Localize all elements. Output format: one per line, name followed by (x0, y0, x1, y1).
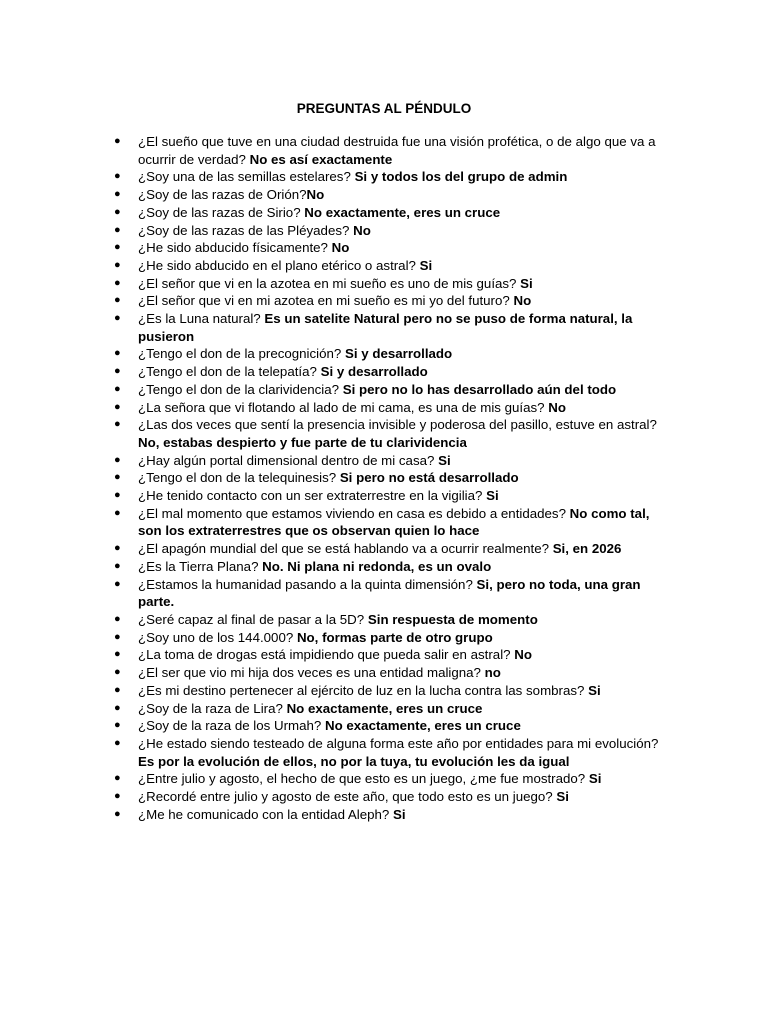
answer-text: No (513, 293, 532, 309)
question-text: ¿He tenido contacto con un ser extraterrestre en la vigilia? (138, 488, 487, 504)
question-text: ¿Tengo el don de la telequinesis? (138, 470, 340, 486)
bullet-icon: ● (114, 807, 121, 820)
bullet-icon: ● (114, 312, 121, 325)
question-text: ¿El sueño que tuve en una ciudad destruida fue una visión profética, o de algo que va a ocurrir de verdad? (138, 134, 656, 167)
bullet-icon: ● (114, 347, 121, 360)
bullet-icon: ● (114, 506, 121, 519)
bullet-icon: ● (114, 382, 121, 395)
question-text: ¿Recordé entre julio y agosto de este año, que todo esto es un juego? (138, 789, 557, 805)
answer-text: No (514, 647, 532, 663)
list-item (114, 682, 674, 700)
list-item (114, 292, 674, 310)
list-item (114, 806, 674, 824)
list-item (114, 646, 674, 664)
list-item (114, 381, 674, 399)
answer-text: No (548, 399, 566, 415)
question-text: ¿Las dos veces que sentí la presencia invisible y poderosa del pasillo, estuve en astral? (138, 417, 657, 433)
question-text: ¿Soy uno de los 144.000? (138, 629, 297, 645)
bullet-icon: ● (114, 453, 121, 466)
list-item (114, 416, 674, 451)
question-text: ¿La señora que vi flotando al lado de mi cama, es una de mis guías? (138, 399, 549, 415)
question-text: ¿Entre julio y agosto, el hecho de que esto es un juego, ¿me fue mostrado? (138, 771, 589, 787)
question-text: ¿El señor que vi en la azotea en mi sueño es uno de mis guías? (138, 275, 521, 291)
answer-text: No, formas parte de otro grupo (296, 629, 493, 645)
bullet-icon: ● (114, 276, 121, 289)
list-item (114, 770, 674, 788)
list-item (114, 204, 674, 222)
answer-text: no (484, 665, 501, 681)
question-text: ¿He sido abducido físicamente? (138, 240, 332, 256)
question-text: ¿El señor que vi en mi azotea en mi sueño es mi yo del futuro? (138, 293, 514, 309)
list-item (114, 717, 674, 735)
answer-text: Si y desarrollado (345, 346, 453, 362)
document-title: PREGUNTAS AL PÉNDULO (296, 101, 472, 116)
question-text: ¿Tengo el don de la clarividencia? (138, 381, 343, 397)
question-text: ¿Estamos la humanidad pasando a la quinta dimensión? (138, 576, 477, 592)
answer-text: No es así exactamente (249, 151, 393, 167)
bullet-icon: ● (114, 772, 121, 785)
answer-text: Si, pero no toda, una gran parte. (138, 576, 641, 610)
bullet-icon: ● (114, 701, 121, 714)
bullet-icon: ● (114, 736, 121, 749)
list-item (114, 469, 674, 487)
answer-text: Si (393, 806, 406, 822)
question-text: ¿Soy de las razas de las Pléyades? (138, 222, 354, 238)
question-text: ¿Es la Luna natural? (138, 311, 265, 327)
question-text: ¿He estado siendo testeado de alguna forma este año por entidades para mi evolución? (138, 735, 659, 751)
answer-text: Es por la evolución de ellos, no por la tuya, tu evolución les da igual (138, 753, 570, 769)
bullet-icon: ● (114, 418, 121, 431)
bullet-icon: ● (114, 577, 121, 590)
question-text: ¿Es la Tierra Plana? (138, 558, 263, 574)
answer-text: Si (520, 275, 533, 291)
list-item (114, 505, 674, 540)
answer-text: No. Ni plana ni redonda, es un ovalo (262, 558, 492, 574)
list-item (114, 399, 674, 417)
bullet-icon: ● (114, 542, 121, 555)
answer-text: No, estabas despierto y fue parte de tu clarividencia (138, 434, 467, 450)
question-text: ¿El mal momento que estamos viviendo en casa es debido a entidades? (138, 505, 570, 521)
question-text: ¿La toma de drogas está impidiendo que pueda salir en astral? (138, 647, 515, 663)
question-text: ¿Seré capaz al final de pasar a la 5D? (138, 611, 368, 627)
list-item (114, 310, 674, 345)
question-text: ¿Soy una de las semillas estelares? (138, 169, 355, 185)
question-text: ¿Es mi destino pertenecer al ejército de luz en la lucha contra las sombras? (138, 682, 589, 698)
bullet-icon: ● (114, 241, 121, 254)
question-text: ¿Tengo el don de la telepatía? (138, 364, 321, 380)
list-item (114, 611, 674, 629)
answer-text: Es un satelite Natural pero no se puso de forma natural, la pusieron (138, 311, 633, 344)
bullet-icon: ● (114, 400, 121, 413)
question-text: ¿Soy de las razas de Sirio? (138, 204, 305, 220)
answer-text: Si y todos los del grupo de admin (354, 169, 568, 185)
answer-text: Si (419, 257, 433, 273)
answer-text: No exactamente, eres un cruce (304, 204, 501, 220)
question-list (114, 133, 674, 823)
bullet-icon: ● (114, 648, 121, 661)
bullet-icon: ● (114, 666, 121, 679)
answer-text: Si (588, 771, 602, 787)
list-item (114, 629, 674, 647)
question-text: ¿El ser que vio mi hija dos veces es una entidad maligna? (138, 665, 485, 681)
list-item (114, 558, 674, 576)
list-item (114, 735, 674, 770)
list-item (114, 363, 674, 381)
list-item (114, 452, 674, 470)
bullet-icon: ● (114, 719, 121, 732)
bullet-icon: ● (114, 630, 121, 643)
question-text: ¿He sido abducido en el plano etérico o astral? (138, 257, 420, 273)
answer-text: Si (588, 682, 601, 698)
question-text: ¿Hay algún portal dimensional dentro de mi casa? (138, 452, 439, 468)
list-item (114, 257, 674, 275)
list-item (114, 664, 674, 682)
answer-text: Si (556, 789, 569, 805)
bullet-icon: ● (114, 258, 121, 271)
list-item (114, 788, 674, 806)
question-text: ¿Soy de las razas de Orión? (138, 187, 307, 203)
question-text: ¿Soy de la raza de los Urmah? (138, 718, 325, 734)
bullet-icon: ● (114, 489, 121, 502)
list-item (114, 168, 674, 186)
bullet-icon: ● (114, 170, 121, 183)
bullet-icon: ● (114, 683, 121, 696)
answer-text: No exactamente, eres un cruce (286, 700, 483, 716)
answer-text: Si, en 2026 (552, 541, 622, 557)
question-text: ¿Tengo el don de la precognición? (138, 346, 345, 362)
list-item (114, 133, 674, 168)
answer-text: Si y desarrollado (320, 364, 428, 380)
list-item (114, 186, 674, 204)
bullet-icon: ● (114, 188, 121, 201)
answer-text: No (353, 222, 371, 238)
bullet-icon: ● (114, 135, 121, 147)
bullet-icon: ● (114, 790, 121, 803)
list-item (114, 239, 674, 257)
list-item (114, 540, 674, 558)
answer-text: No (331, 240, 350, 256)
list-item (114, 222, 674, 240)
answer-text: No exactamente, eres un cruce (324, 718, 521, 734)
question-text: ¿Me he comunicado con la entidad Aleph? (138, 806, 394, 822)
question-text: ¿El apagón mundial del que se está hablando va a ocurrir realmente? (138, 541, 553, 557)
list-item (114, 275, 674, 293)
bullet-icon: ● (114, 471, 121, 484)
answer-text: Sin respuesta de momento (367, 611, 538, 627)
answer-text: Si pero no lo has desarrollado aún del todo (342, 381, 617, 397)
list-item (114, 700, 674, 718)
bullet-icon: ● (114, 205, 121, 218)
answer-text: Si (486, 488, 499, 504)
bullet-icon: ● (114, 294, 121, 307)
list-item (114, 487, 674, 505)
answer-text: Si (438, 452, 451, 468)
answer-text: No como tal, son los extraterrestres que os observan quien lo hace (138, 505, 650, 539)
bullet-icon: ● (114, 559, 121, 572)
bullet-icon: ● (114, 365, 121, 378)
answer-text: No (306, 187, 325, 203)
bullet-icon: ● (114, 223, 121, 236)
question-text: ¿Soy de la raza de Lira? (138, 700, 287, 716)
list-item (114, 576, 674, 611)
answer-text: Si pero no está desarrollado (339, 470, 519, 486)
bullet-icon: ● (114, 612, 121, 625)
list-item (114, 345, 674, 363)
